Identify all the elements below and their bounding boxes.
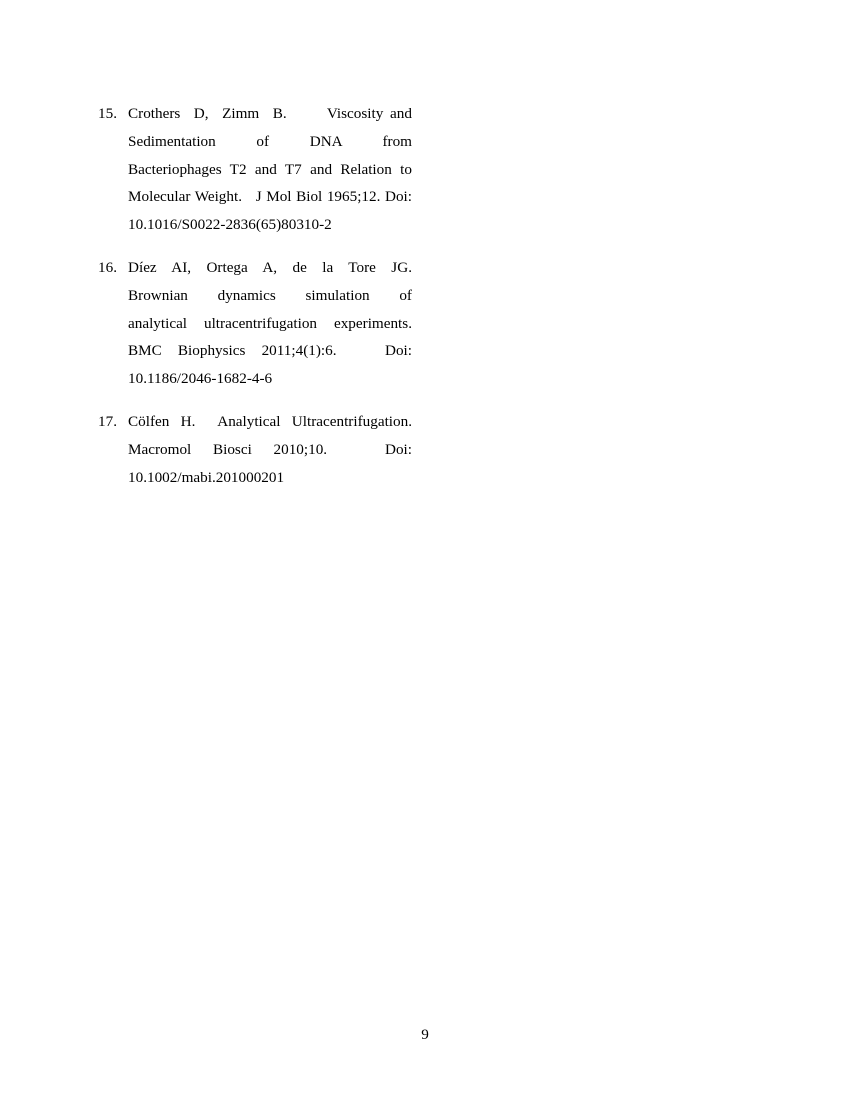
reference-list [98,100,424,491]
reference-number: 16. [98,258,117,276]
reference-text: Crothers D, Zimm B. Viscosity and Sedimentation of DNA from Bacteriophages T2 and T7 and Relation to Molecular Weight. J Mol Biol 1965;12. Doi: 10.1016/S0022-2836(65)80310-2 [128,105,424,234]
reference-text: Cölfen H. Analytical Ultracentrifugation. Macromol Biosci 2010;10. Doi: 10.1002/mabi.201000201 [128,412,416,486]
reference-entry-17 [98,408,416,491]
reference-number: 17. [98,412,117,430]
reference-text: Díez AI, Ortega A, de la Tore JG. Brownian dynamics simulation of analytical ultracentrifugation experiments. BMC Biophysics 2011;4(1):6. Doi: 10.1186/2046-1682-4-6 [128,258,416,388]
reference-entry-15 [98,100,424,239]
reference-entry-16 [98,254,416,393]
reference-number: 15. [98,105,117,122]
page-number: 9 [421,1026,429,1043]
